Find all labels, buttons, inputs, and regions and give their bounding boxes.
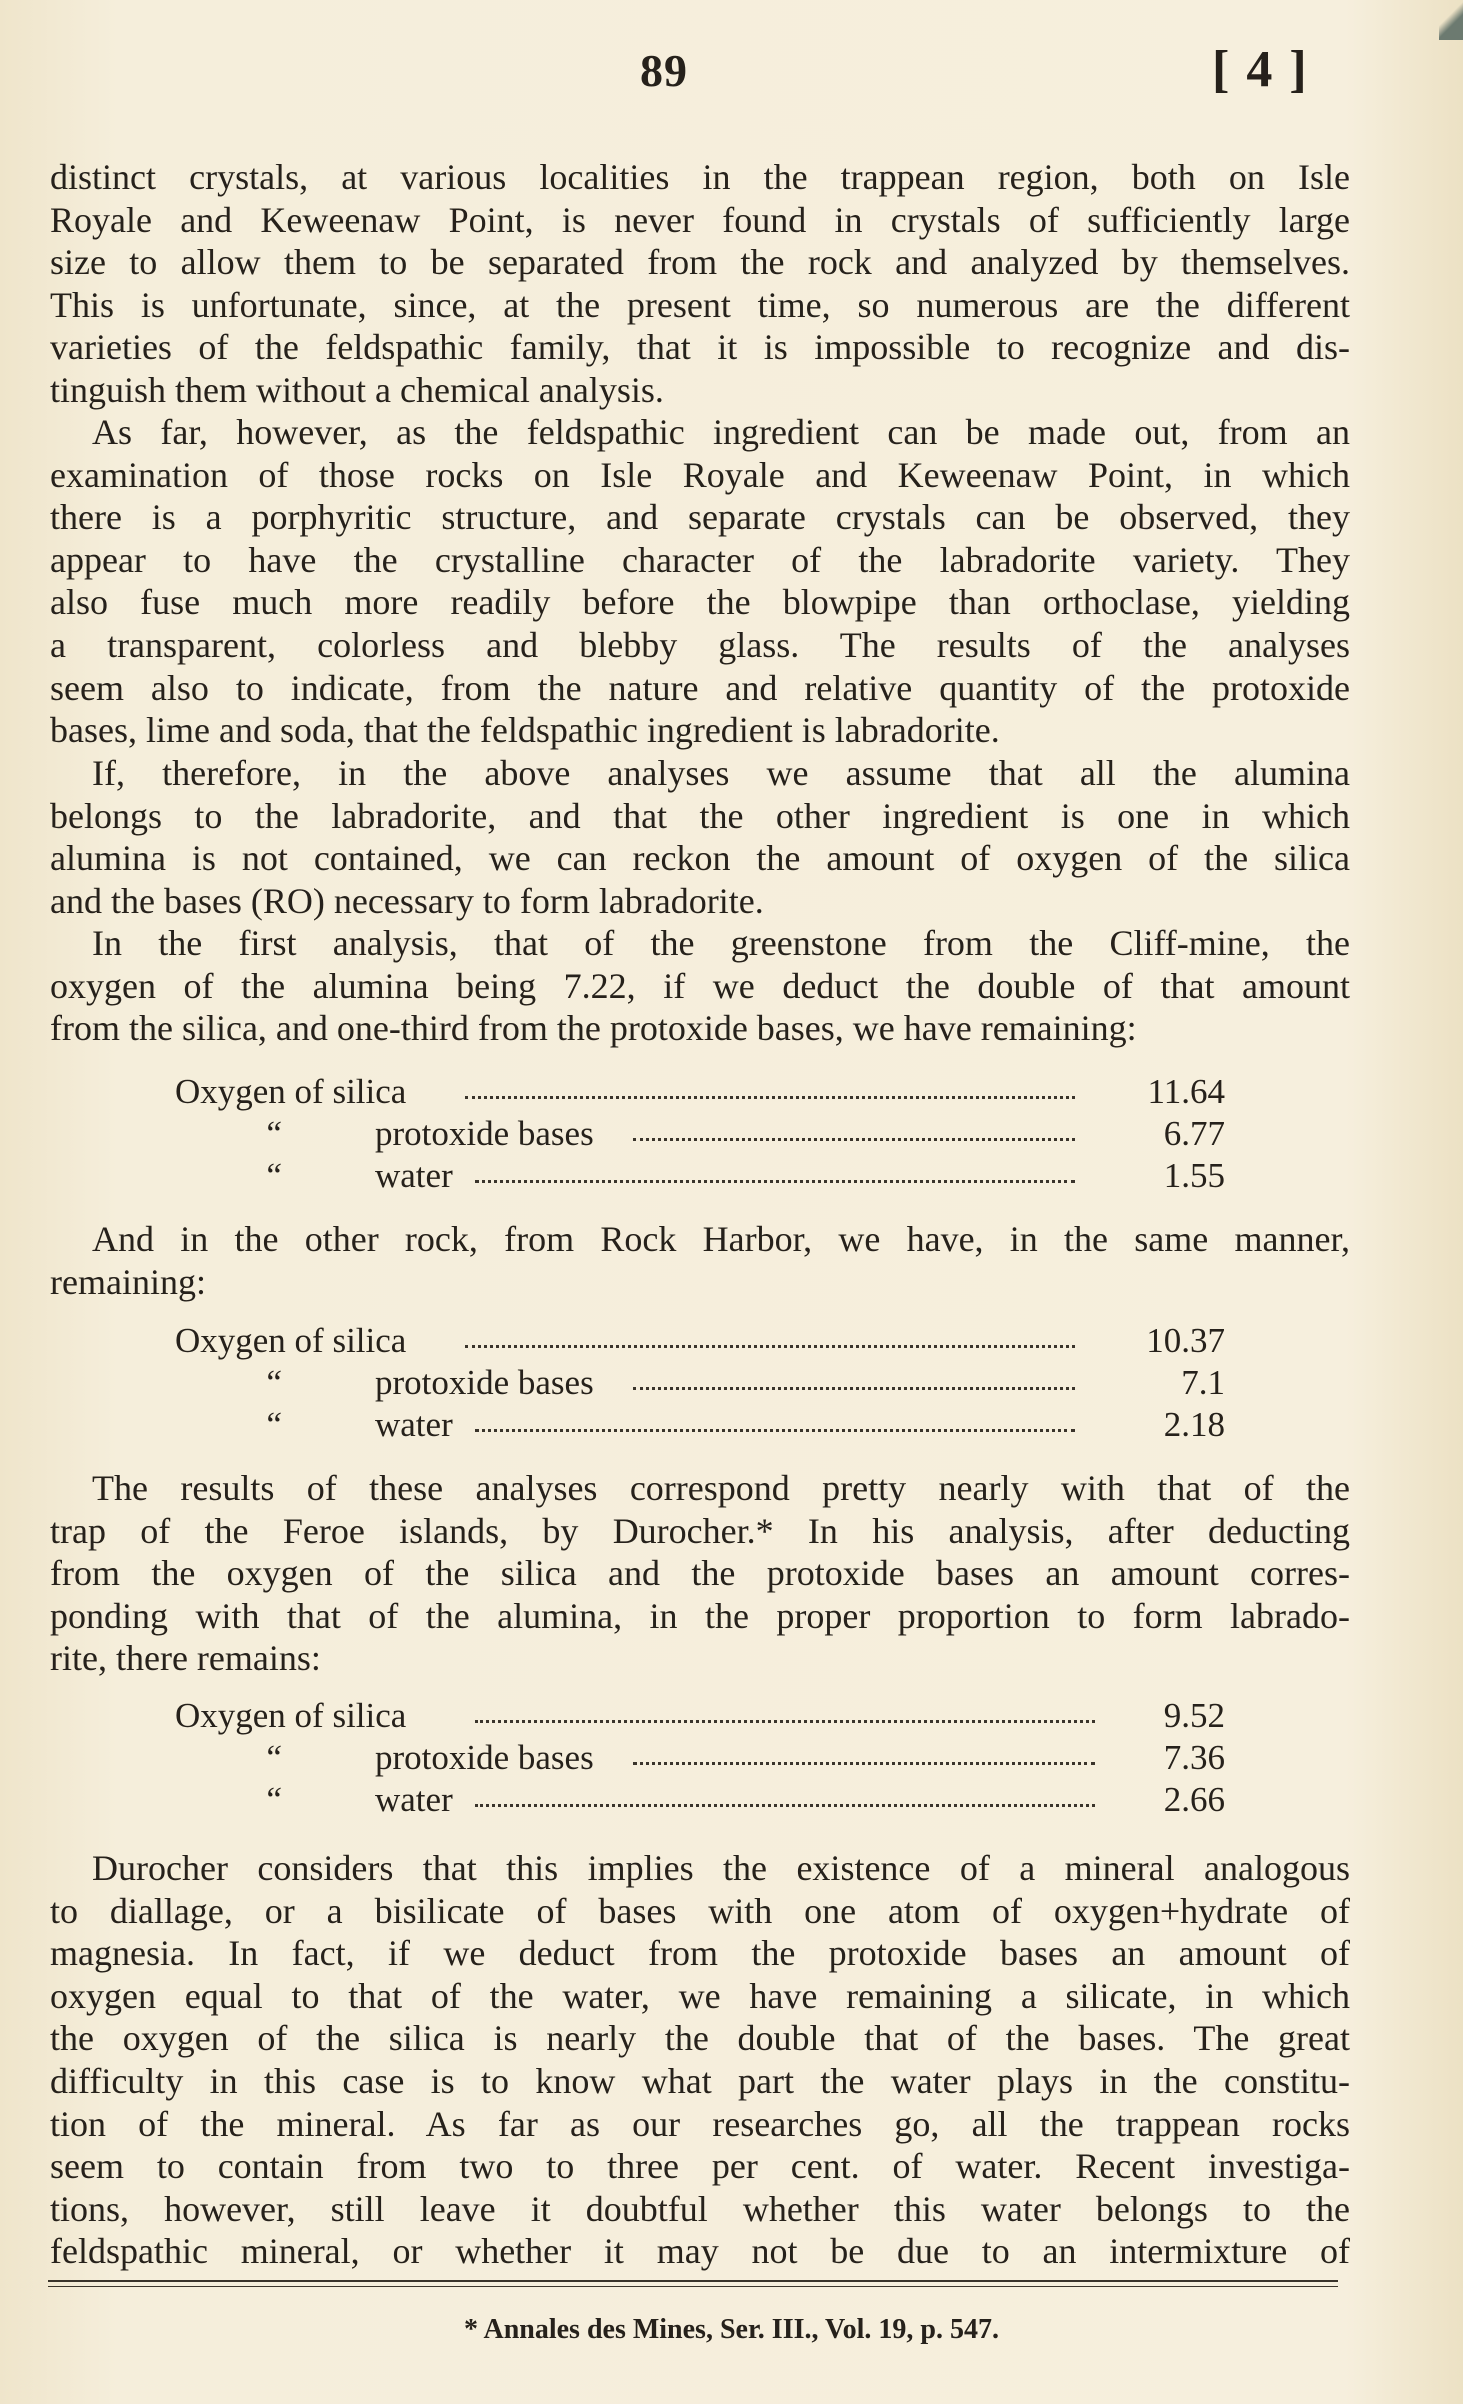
text-line: oxygen of the alumina being 7.22, if we deduct the double of that amount: [50, 965, 1350, 1006]
dot-leader: [633, 1387, 1075, 1390]
row-label: protoxide bases: [375, 1114, 594, 1153]
footnote-rule: [48, 2280, 1338, 2282]
dot-leader: [465, 1096, 1075, 1099]
ditto-mark: “: [263, 1156, 283, 1195]
text-line: magnesia. In fact, if we deduct from the protoxide bases an amount of: [50, 1933, 1350, 1974]
document-reference: [ 4 ]: [1212, 41, 1309, 98]
text-line: tinguish them without a chemical analysis.: [50, 369, 664, 410]
text-line: bases, lime and soda, that the feldspathic ingredient is labradorite.: [50, 710, 1000, 751]
text-line: and the bases (RO) necessary to form labradorite.: [50, 880, 764, 921]
ditto-mark: “: [263, 1405, 283, 1444]
table-row: [175, 1114, 1225, 1156]
dot-leader: [633, 1138, 1075, 1141]
text-line: remaining:: [50, 1261, 206, 1302]
text-line: from the oxygen of the silica and the protoxide bases an amount corres-: [50, 1553, 1350, 1594]
footnote-rule-thin: [48, 2286, 1338, 2287]
row-label: Oxygen of silica: [175, 1072, 407, 1111]
paragraph-1: [50, 156, 1350, 412]
text-line: If, therefore, in the above analyses we assume that all the alumina: [92, 753, 1350, 793]
text-line: The results of these analyses correspond pretty nearly with that of the: [92, 1468, 1350, 1508]
paragraph-2: [50, 411, 1350, 752]
dot-leader: [475, 1804, 1095, 1807]
paragraph-7: [50, 1847, 1350, 2273]
table-row: [175, 1696, 1225, 1738]
table-row: [175, 1780, 1225, 1822]
text-line: Royale and Keweenaw Point, is never found in crystals of sufficiently large: [50, 199, 1350, 240]
text-line: examination of those rocks on Isle Royale and Keweenaw Point, in which: [50, 454, 1350, 495]
table-row: [175, 1156, 1225, 1198]
row-label: water: [375, 1405, 453, 1444]
ditto-mark: “: [263, 1738, 283, 1777]
row-value: 9.52: [1163, 1696, 1225, 1735]
row-value: 2.18: [1163, 1405, 1225, 1444]
paragraph-5: [50, 1218, 1350, 1303]
table-row: [175, 1072, 1225, 1114]
dot-leader: [465, 1345, 1075, 1348]
row-value: 2.66: [1163, 1780, 1225, 1819]
page-number: 89: [640, 45, 688, 96]
text-line: difficulty in this case is to know what part the water plays in the constitu-: [50, 2060, 1350, 2101]
text-line: seem also to indicate, from the nature and relative quantity of the protoxide: [50, 667, 1350, 708]
ditto-mark: “: [263, 1114, 283, 1153]
text-line: belongs to the labradorite, and that the other ingredient is one in which: [50, 795, 1350, 836]
row-label: Oxygen of silica: [175, 1696, 407, 1735]
text-line: varieties of the feldspathic family, that it is impossible to recognize and dis-: [50, 327, 1350, 368]
text-line: alumina is not contained, we can reckon the amount of oxygen of the silica: [50, 838, 1350, 879]
oxygen-table-feroe-islands: [175, 1696, 1225, 1822]
text-line: oxygen equal to that of the water, we have remaining a silicate, in which: [50, 1975, 1350, 2016]
text-line: In the first analysis, that of the greenstone from the Cliff-mine, the: [92, 923, 1350, 963]
paragraph-3: [50, 752, 1350, 922]
row-label: Oxygen of silica: [175, 1321, 407, 1360]
row-value: 10.37: [1146, 1321, 1225, 1360]
text-line: size to allow them to be separated from the rock and analyzed by themselves.: [50, 242, 1350, 283]
text-line: seem to contain from two to three per cent. of water. Recent investiga-: [50, 2146, 1350, 2187]
text-line: And in the other rock, from Rock Harbor, we have, in the same manner,: [92, 1219, 1350, 1259]
text-line: This is unfortunate, since, at the present time, so numerous are the different: [50, 284, 1350, 325]
table-row: [175, 1738, 1225, 1780]
text-line: As far, however, as the feldspathic ingredient can be made out, from an: [92, 412, 1350, 452]
text-line: to diallage, or a bisilicate of bases with one atom of oxygen+hydrate of: [50, 1890, 1350, 1931]
text-line: trap of the Feroe islands, by Durocher.* In his analysis, after deducting: [50, 1510, 1350, 1551]
row-label: protoxide bases: [375, 1363, 594, 1402]
row-value: 7.1: [1181, 1363, 1225, 1402]
text-line: distinct crystals, at various localities in the trappean region, both on Isle: [50, 157, 1350, 197]
text-line: tion of the mineral. As far as our researches go, all the trappean rocks: [50, 2103, 1350, 2144]
text-line: ponding with that of the alumina, in the proper proportion to form labrado-: [50, 1595, 1350, 1636]
table-row: [175, 1321, 1225, 1363]
row-label: water: [375, 1156, 453, 1195]
dot-leader: [475, 1429, 1075, 1432]
text-line: tions, however, still leave it doubtful whether this water belongs to the: [50, 2188, 1350, 2229]
row-label: water: [375, 1780, 453, 1819]
dot-leader: [633, 1762, 1095, 1765]
ditto-mark: “: [263, 1780, 283, 1819]
paragraph-4: [50, 922, 1350, 1050]
text-line: Durocher considers that this implies the existence of a mineral analogous: [92, 1848, 1350, 1888]
text-line: from the silica, and one-third from the protoxide bases, we have remaining:: [50, 1008, 1137, 1049]
row-label: protoxide bases: [375, 1738, 594, 1777]
row-value: 6.77: [1163, 1114, 1225, 1153]
text-line: rite, there remains:: [50, 1638, 321, 1679]
paragraph-6: [50, 1467, 1350, 1680]
text-line: feldspathic mineral, or whether it may not be due to an intermixture of: [50, 2231, 1350, 2272]
oxygen-table-cliff-mine: [175, 1072, 1225, 1198]
row-value: 11.64: [1147, 1072, 1225, 1111]
dot-leader: [475, 1720, 1095, 1723]
text-line: a transparent, colorless and blebby glass. The results of the analyses: [50, 624, 1350, 665]
text-line: there is a porphyritic structure, and separate crystals can be observed, they: [50, 497, 1350, 538]
table-row: [175, 1363, 1225, 1405]
dot-leader: [475, 1180, 1075, 1183]
text-line: the oxygen of the silica is nearly the double that of the bases. The great: [50, 2018, 1350, 2059]
row-value: 1.55: [1163, 1156, 1225, 1195]
ditto-mark: “: [263, 1363, 283, 1402]
oxygen-table-rock-harbor: [175, 1321, 1225, 1447]
text-line: appear to have the crystalline character of the labradorite variety. They: [50, 539, 1350, 580]
footnote: * Annales des Mines, Ser. III., Vol. 19, p. 547.: [464, 2314, 999, 2345]
page-edge-mark: [1439, 0, 1463, 40]
text-line: also fuse much more readily before the blowpipe than orthoclase, yielding: [50, 582, 1350, 623]
row-value: 7.36: [1163, 1738, 1225, 1777]
table-row: [175, 1405, 1225, 1447]
page-header: [0, 40, 1463, 100]
